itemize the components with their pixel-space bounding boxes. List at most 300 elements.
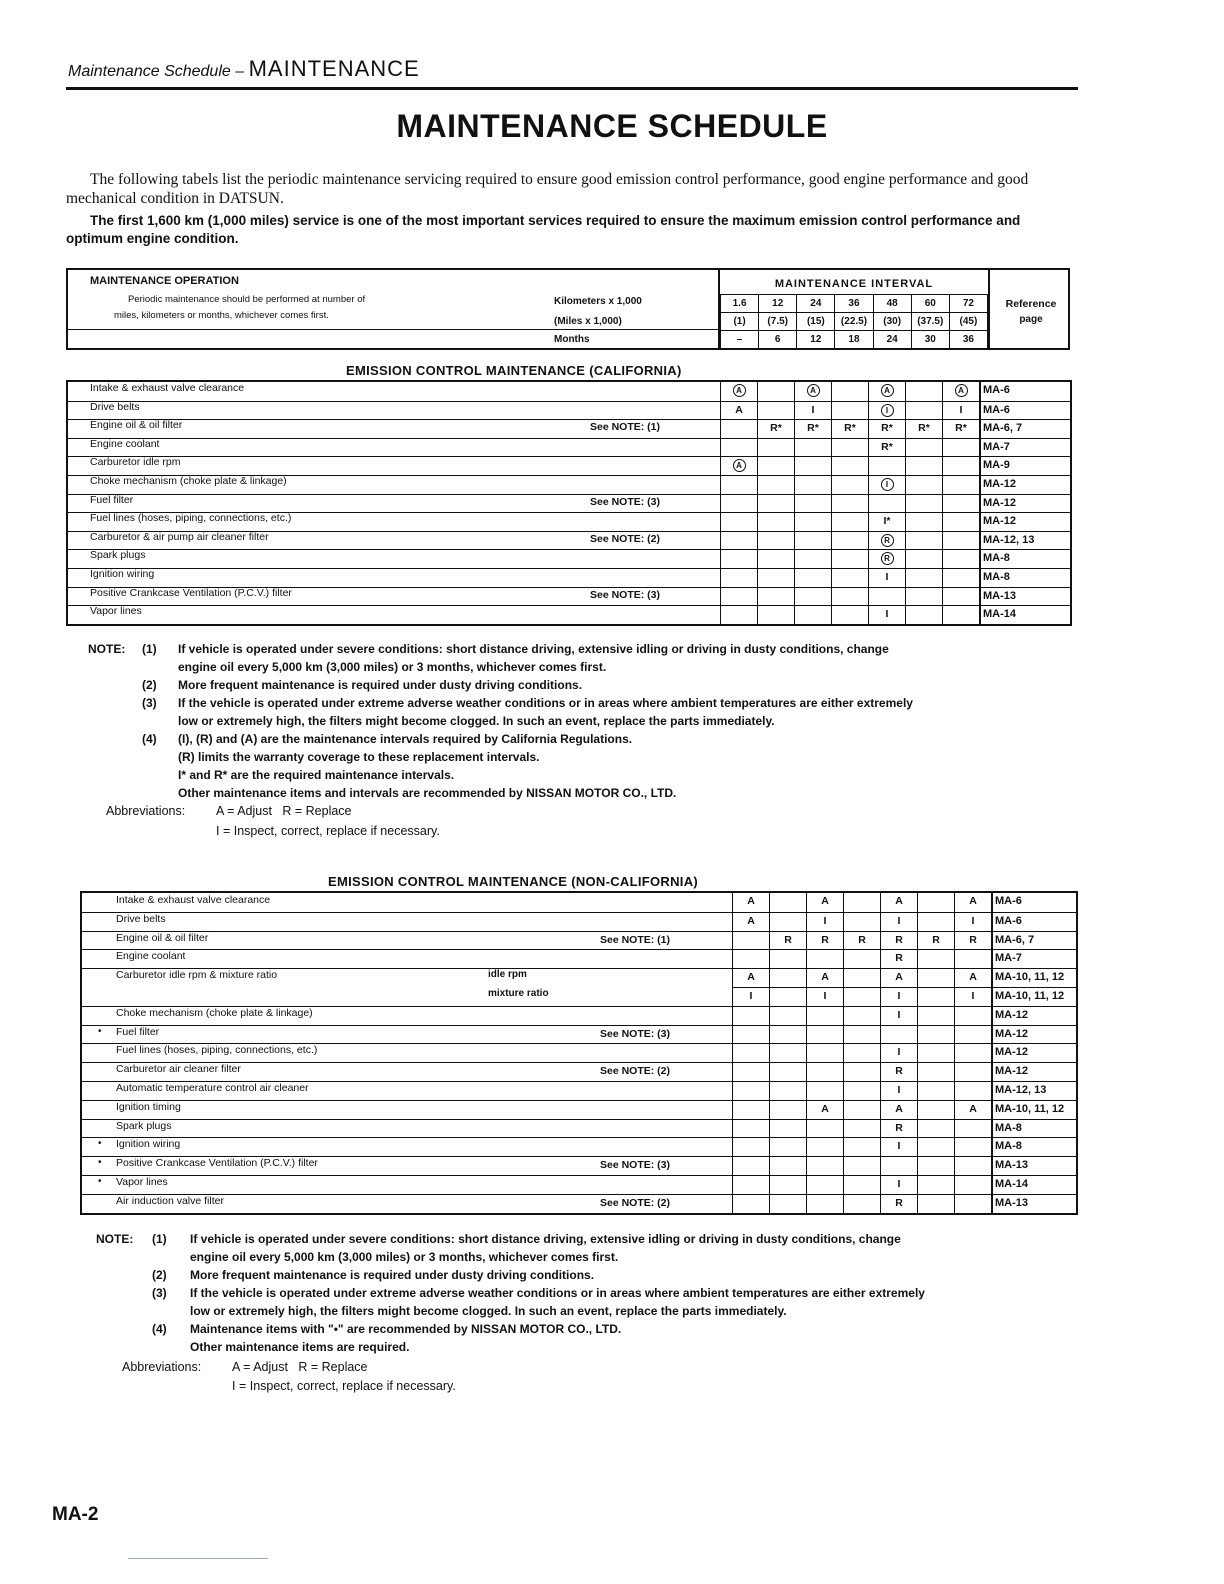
bullet: • [98,1138,102,1150]
interval-km-cell: 24 [797,295,835,313]
interval-cell [757,605,794,624]
interval-cell [942,605,979,624]
reference-page: MA-12, 13 [991,1081,1076,1100]
interval-cell [806,1156,843,1175]
interval-cell [905,605,942,624]
item-label: Choke mechanism (choke plate & linkage) [116,1006,313,1019]
table-row [68,549,1070,568]
reference-page: MA-12 [979,475,1070,494]
circled-mark: A [955,384,968,397]
intro-text: The following tabels list the periodic maintenance servicing required to ensure good emission control performance, good engine performance and good mechanical condition in DATSUN. [66,171,1029,207]
see-note: See NOTE: (3) [600,1027,671,1040]
interval-cell [868,549,905,568]
interval-cell [806,1175,843,1194]
interval-cell: I [806,987,843,1006]
item-label: Carburetor air cleaner filter [116,1063,241,1076]
interval-months-cell: 24 [873,331,911,349]
interval-cell [954,1119,991,1138]
ref-title: Reference [1005,298,1057,310]
interval-cell [720,419,757,438]
interval-cell [954,949,991,968]
interval-cell [880,1025,917,1044]
interval-cell [942,494,979,513]
interval-cell [769,1100,806,1119]
interval-km-cell: 12 [759,295,797,313]
circled-mark: R [881,534,894,547]
reference-page: MA-7 [979,438,1070,457]
california-table [66,380,1072,626]
interval-cell [732,931,769,950]
reference-page: MA-13 [979,587,1070,606]
interval-cell [769,1137,806,1156]
see-note: See NOTE: (3) [590,588,661,601]
interval-cell [806,1025,843,1044]
interval-header-box [66,268,1070,350]
reference-page: MA-6 [991,912,1076,931]
note-4c: I* and R* are the required maintenance intervals. [178,768,455,782]
row-divider [68,605,720,606]
interval-cell [942,438,979,457]
noncal-table [80,891,1078,1215]
interval-cell: I [880,1006,917,1025]
note-4b: Other maintenance items are required. [190,1340,410,1354]
interval-cell [868,587,905,606]
interval-cell [757,475,794,494]
interval-cell [806,949,843,968]
interval-cell [868,401,905,420]
interval-cell [917,1156,954,1175]
item-label: Intake & exhaust valve clearance [116,894,271,906]
interval-months-cell: – [721,331,759,349]
abbr-label: Abbreviations: [106,804,186,818]
table-row [68,512,1070,531]
interval-miles-cell: (7.5) [759,313,797,331]
interval-grid [720,294,988,349]
item-label: Vapor lines [90,605,142,618]
see-note: See NOTE: (1) [600,933,671,946]
interval-cell [794,512,831,531]
interval-cell [917,968,954,987]
reference-page: MA-6, 7 [991,931,1076,950]
interval-cell [942,549,979,568]
reference-page: MA-6, 7 [979,419,1070,438]
interval-cell: R* [868,419,905,438]
table-row [82,912,1076,931]
item-label: Fuel lines (hoses, piping, connections, etc.) [90,512,292,525]
interval-cell [917,1006,954,1025]
interval-cell [905,438,942,457]
interval-cell [868,475,905,494]
interval-cell [868,382,905,401]
item-label: Choke mechanism (choke plate & linkage) [90,475,287,487]
interval-cell [769,1062,806,1081]
interval-cell [880,1156,917,1175]
noncal-border [80,891,1078,1215]
interval-cell: A [806,893,843,912]
table-row [68,382,1070,401]
interval-cell [942,475,979,494]
interval-cell [732,1025,769,1044]
interval-cell [905,531,942,550]
item-label: Positive Crankcase Ventilation (P.C.V.) filter [90,586,292,599]
interval-cell [757,512,794,531]
interval-km-cell: 1.6 [721,295,759,313]
interval-cell: I [880,1137,917,1156]
interval-cell [831,456,868,475]
intro-bold-text: The first 1,600 km (1,000 miles) service is one of the most important services required to ensure the maximum emission control performance and optimum engine condition. [66,213,1021,246]
intro-bold-paragraph [66,212,1070,248]
interval-cell: R [843,931,880,950]
row-divider [82,1119,732,1120]
interval-cell [732,1119,769,1138]
note-2-num: (2) [142,678,157,692]
row-divider [68,549,720,550]
item-label: Fuel filter [90,493,134,506]
interval-miles-cell: (30) [873,313,911,331]
interval-cell [831,438,868,457]
interval-cell: A [880,893,917,912]
interval-cell: A [880,968,917,987]
interval-cell [831,494,868,513]
interval-cell [720,494,757,513]
interval-cell: A [880,1100,917,1119]
interval-cell [843,1156,880,1175]
see-note: See NOTE: (3) [590,495,661,508]
interval-cell [905,549,942,568]
bullet: • [98,1025,102,1037]
reference-page: MA-13 [991,1194,1076,1213]
interval-cell [905,475,942,494]
item-label: Positive Crankcase Ventilation (P.C.V.) filter [116,1157,318,1170]
interval-cell [806,1137,843,1156]
interval-cell [794,531,831,550]
interval-cell [757,494,794,513]
interval-cell [720,587,757,606]
interval-cell [868,494,905,513]
interval-cell [905,568,942,587]
note-2: More frequent maintenance is required under dusty driving conditions. [178,678,583,692]
interval-cell: A [732,912,769,931]
interval-cell [917,1081,954,1100]
interval-cell [843,893,880,912]
interval-cell [794,475,831,494]
california-border [66,380,1072,626]
interval-cell [917,1175,954,1194]
header-dash: – [235,63,245,80]
interval-cell [831,549,868,568]
interval-cell [954,1025,991,1044]
interval-cell [917,1137,954,1156]
note-4-num: (4) [152,1322,167,1336]
interval-cell [954,1081,991,1100]
interval-cell: R* [831,419,868,438]
table-row [82,949,1076,968]
note-3b: low or extremely high, the filters might become clogged. In such an event, replace the parts immediately. [178,714,775,728]
bullet: • [98,1157,102,1169]
item-label: Spark plugs [116,1119,172,1132]
reference-page: MA-8 [991,1119,1076,1138]
interval-cell [732,1137,769,1156]
interval-cell [769,1119,806,1138]
interval-cell [917,1025,954,1044]
see-note: See NOTE: (1) [590,421,661,434]
interval-cell [732,1043,769,1062]
reference-page: MA-10, 11, 12 [991,987,1076,1006]
interval-cell: I [880,1081,917,1100]
reference-page: MA-8 [979,568,1070,587]
reference-page: MA-12 [991,1006,1076,1025]
item-label: Drive belts [90,400,140,413]
interval-cell [794,438,831,457]
interval-cell: I [954,987,991,1006]
interval-cell: R* [942,419,979,438]
table-row [68,494,1070,513]
interval-cell: R [769,931,806,950]
interval-cell [769,1175,806,1194]
reference-page: MA-6 [979,382,1070,401]
reference-page: MA-6 [991,893,1076,912]
interval-cell [732,1081,769,1100]
interval-cell [757,382,794,401]
interval-cell: R [806,931,843,950]
interval-km-cell: 60 [911,295,949,313]
interval-cell [757,587,794,606]
item-label: Engine coolant [116,950,186,963]
note-2: More frequent maintenance is required under dusty driving conditions. [190,1268,595,1282]
interval-cell [843,1006,880,1025]
interval-months-cell: 30 [911,331,949,349]
interval-cell [954,1175,991,1194]
interval-cell: I [880,912,917,931]
interval-cell [942,531,979,550]
row-divider [82,1025,732,1026]
interval-cell: A [732,893,769,912]
table-row [68,587,1070,606]
interval-cell [843,1137,880,1156]
interval-cell [831,512,868,531]
header-rule [66,87,1078,90]
table-row [82,1043,1076,1062]
interval-cell [917,912,954,931]
item-label: Air induction valve filter [116,1194,224,1207]
circled-mark: A [881,384,894,397]
interval-cell [954,1062,991,1081]
circled-mark: A [733,459,746,472]
interval-cell [831,605,868,624]
table-row [82,1025,1076,1044]
reference-page: MA-9 [979,456,1070,475]
interval-months-cell: 12 [797,331,835,349]
item-label: Engine coolant [90,437,160,450]
reference-page: MA-14 [991,1175,1076,1194]
interval-cell [905,587,942,606]
interval-cell [732,1062,769,1081]
interval-miles-cell: (37.5) [911,313,949,331]
interval-cell: R [880,931,917,950]
interval-cell [732,1175,769,1194]
interval-cell [769,1043,806,1062]
item-label: Fuel lines (hoses, piping, connections, etc.) [116,1044,318,1057]
interval-cell [942,382,979,401]
interval-cell [720,512,757,531]
interval-cell: I [954,912,991,931]
interval-cell [843,1025,880,1044]
interval-cell [843,1175,880,1194]
interval-cell [843,1043,880,1062]
reference-page: MA-10, 11, 12 [991,968,1076,987]
interval-cell [905,456,942,475]
interval-cell [794,456,831,475]
running-header [68,56,420,82]
interval-cell [831,475,868,494]
table-row [82,1081,1076,1100]
interval-cell: A [806,968,843,987]
interval-cell [954,1137,991,1156]
interval-cell: I [880,1043,917,1062]
interval-cell: A [954,893,991,912]
interval-cell [843,1119,880,1138]
interval-cell [917,949,954,968]
note-1-num: (1) [152,1232,167,1246]
interval-cell: I [868,605,905,624]
note-1a: If vehicle is operated under severe conditions: short distance driving, extensive idling or driving in dusty conditions, change [178,642,889,656]
interval-cell: A [720,401,757,420]
interval-cell [769,987,806,1006]
table-row [82,1006,1076,1025]
note-3-num: (3) [142,696,157,710]
note-label: NOTE: [88,642,126,656]
item-label: Engine oil & oil filter [116,931,209,944]
interval-cell: R [880,1194,917,1213]
california-title: EMISSION CONTROL MAINTENANCE (CALIFORNIA) [346,363,682,378]
interval-cell [905,512,942,531]
table-row [82,1137,1076,1156]
interval-cell [720,382,757,401]
interval-cell [732,1194,769,1213]
interval-months-cell: 6 [759,331,797,349]
table-row [68,475,1070,494]
interval-cell [917,1100,954,1119]
note-3-num: (3) [152,1286,167,1300]
interval-cell [769,1081,806,1100]
interval-cell: R [917,931,954,950]
item-label: Engine oil & oil filter [90,419,183,432]
interval-cell [757,438,794,457]
note-label: NOTE: [96,1232,134,1246]
interval-cell [806,1081,843,1100]
item-label: Ignition timing [116,1100,181,1113]
interval-cell: R [880,1119,917,1138]
abbr-label: Abbreviations: [122,1360,202,1374]
note-1-num: (1) [142,642,157,656]
interval-title: MAINTENANCE INTERVAL [774,278,934,290]
interval-cell [942,456,979,475]
note-3a: If the vehicle is operated under extreme adverse weather conditions or in areas where ambient temperatures are either extremely [190,1286,925,1300]
interval-cell: R [954,931,991,950]
table-row [68,401,1070,420]
header-section: Maintenance Schedule [68,63,231,80]
table-row [68,531,1070,550]
reference-page: MA-14 [979,605,1070,624]
interval-cell [757,549,794,568]
interval-cell [720,475,757,494]
interval-cell [769,1006,806,1025]
interval-cell [954,1043,991,1062]
row-divider [68,494,720,495]
item-label: Ignition wiring [90,568,155,580]
interval-cell [905,494,942,513]
note-4-num: (4) [142,732,157,746]
reference-page: MA-12 [991,1025,1076,1044]
note-2-num: (2) [152,1268,167,1282]
interval-cell [843,949,880,968]
interval-cell [757,531,794,550]
interval-cell: A [954,968,991,987]
interval-cell: I [942,401,979,420]
table-row [82,1119,1076,1138]
table-row [82,1194,1076,1213]
interval-cell [954,1194,991,1213]
interval-km-cell: 72 [949,295,987,313]
item-label: Carburetor idle rpm [90,456,181,469]
interval-cell [757,568,794,587]
table-row [82,968,1076,987]
interval-cell [769,912,806,931]
abbr-1: A = Adjust R = Replace [232,1360,368,1374]
circled-mark: I [881,404,894,417]
note-1a: If vehicle is operated under severe conditions: short distance driving, extensive idling or driving in dusty conditions, change [190,1232,901,1246]
interval-cell: R* [905,419,942,438]
interval-cell [942,587,979,606]
reference-page: MA-6 [979,401,1070,420]
bullet: • [98,1176,102,1187]
interval-cell [954,1156,991,1175]
noncal-notes [96,1230,1056,1396]
item-sub-label: mixture ratio [488,988,549,999]
note-4b: (R) limits the warranty coverage to these replacement intervals. [178,750,540,764]
op-desc-1: Periodic maintenance should be performed at number of [128,294,366,305]
table-row [82,893,1076,912]
interval-cell [806,1194,843,1213]
interval-cell: R [880,1062,917,1081]
interval-cell [905,382,942,401]
interval-cell [843,1062,880,1081]
interval-cell: I [732,987,769,1006]
table-row [68,605,1070,624]
california-notes [88,640,1048,842]
reference-page: MA-8 [991,1137,1076,1156]
interval-cell [769,1156,806,1175]
interval-cell [732,1156,769,1175]
interval-cell [831,531,868,550]
op-desc-2: miles, kilometers or months, whichever comes first. [114,310,329,321]
interval-miles-cell: (15) [797,313,835,331]
interval-cell: R* [868,438,905,457]
see-note: See NOTE: (3) [600,1159,671,1172]
interval-cell [831,401,868,420]
circled-mark: I [881,478,894,491]
reference-page: MA-12 [979,512,1070,531]
reference-page: MA-7 [991,949,1076,968]
interval-cell [917,987,954,1006]
item-label: Spark plugs [90,549,146,562]
item-label: Carburetor idle rpm & mixture ratio [116,969,278,982]
abbr-2: I = Inspect, correct, replace if necessary. [232,1379,456,1393]
interval-cell [905,401,942,420]
interval-cell [757,456,794,475]
interval-cell [794,568,831,587]
interval-cell: R* [794,419,831,438]
